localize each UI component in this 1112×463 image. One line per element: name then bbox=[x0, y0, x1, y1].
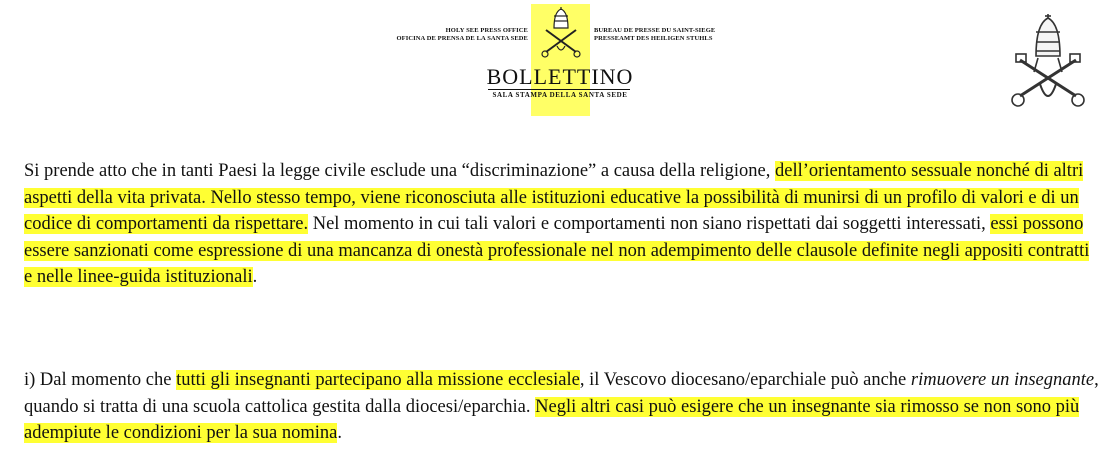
office-names-right bbox=[594, 27, 754, 43]
office-name-en: HOLY SEE PRESS OFFICE bbox=[445, 27, 528, 34]
highlighted-text: tutti gli insegnanti partecipano alla missione ecclesiale bbox=[176, 370, 580, 390]
text-segment: rimuovere un insegnante bbox=[910, 370, 1095, 390]
text-segment: Nel momento in cui tali valori e comportamenti non siano rispettati dai soggetti interessati, bbox=[308, 214, 991, 234]
highlighted-text: Negli altri casi può esigere che un insegnante sia rimosso se non sono più adempiute le condizioni per la sua nomina bbox=[24, 396, 1080, 443]
text-segment: . bbox=[337, 423, 342, 443]
office-names-left bbox=[380, 27, 528, 43]
paragraph-discrimination bbox=[24, 158, 1100, 291]
office-name-fr: BUREAU DE PRESSE DU SAINT-SIEGE bbox=[594, 27, 716, 34]
title-divider bbox=[488, 89, 630, 90]
papal-coat-of-arms-icon bbox=[538, 6, 584, 62]
bulletin-title: BOLLETTINO bbox=[486, 64, 634, 89]
text-segment: i) Dal momento che bbox=[24, 370, 177, 390]
text-segment: Si prende atto che in tanti Paesi la legge civile esclude una “discriminazione” a causa della religione, bbox=[24, 161, 776, 181]
bulletin-subtitle: SALA STAMPA DELLA SANTA SEDE bbox=[492, 91, 628, 99]
highlighted-text: dell’orientamento sessuale nonché di altri aspetti della vita privata. Nello stesso tempo, viene riconosciuta alle istituzioni educative la possibilità di munirsi di un profilo di valori e di un codice di comportamenti da rispettare. bbox=[24, 161, 1084, 234]
paragraph-teacher-removal bbox=[24, 367, 1100, 447]
text-segment: , quando si tratta di una scuola cattolica gestita dalla diocesi/eparchia bbox=[24, 370, 1099, 417]
office-name-es: OFICINA DE PRENSA DE LA SANTA SEDE bbox=[396, 35, 528, 42]
text-segment: , il Vescovo diocesano/eparchiale può anche bbox=[579, 370, 911, 390]
text-segment: . bbox=[525, 396, 531, 417]
press-office-header bbox=[0, 0, 1112, 120]
highlighted-text: essi possono essere sanzionati come espressione di una mancanza di onestà professionale nel non adempimento delle clausole definite negli appositi contratti e nelle linee-guida istituzionali bbox=[24, 214, 1090, 287]
papal-coat-of-arms-icon bbox=[1010, 14, 1086, 112]
office-name-de: PRESSEAMT DES HEILIGEN STUHLS bbox=[594, 35, 713, 42]
text-segment: . bbox=[252, 267, 258, 287]
